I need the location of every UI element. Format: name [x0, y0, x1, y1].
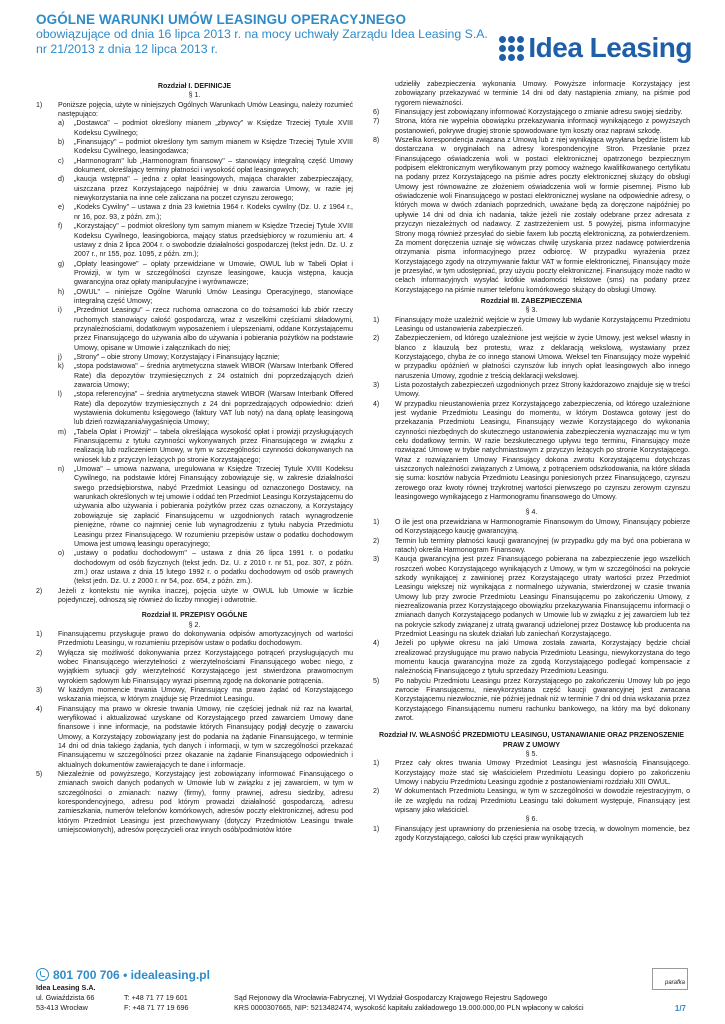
document-subtitle-1: obowiązujące od dnia 16 lipca 2013 r. na mocy uchwały Zarządu Idea Leasing S.A. [36, 27, 488, 41]
initials-box: parafka [652, 968, 688, 990]
clause: 5) Niezależnie od powyższego, Korzystający jest zobowiązany informować Finansującego o zmianach swoich danych podanych w Umowie lub w związku z jej zawarciem, w tym w szczególności o zmianach: nazwy (firmy), formy prawnej, adresu siedziby, adresu korespondencyjnego, adresu pod którym prowadzi działalność gospodarczą, adresu zamieszkania, numerów telefonów komórkowych, adresów poczty elektronicznej, adresu pod którym Przedmiot Leasingu jest przechowywany (dotyczy Przedmiotów Leasingu trwale umiejscowionych), adresów poręczycieli oraz innych osób/podmiotów które [36, 771, 353, 835]
clause: 2) W dokumentach Przedmiotu Leasingu, w tym w szczególności w dowodzie rejestracyjnym, o ile ze względu na rodzaj Przedmiotu Leasingu taki dokument występuje, Finansujący jest wpisany jako właściciel. [373, 788, 690, 815]
subclause: e) „Kodeks Cywilny" – ustawa z dnia 23 kwietnia 1964 r. Kodeks cywilny (Dz. U. z 1964 r., nr 16, poz. 93, z późn. zm.); [58, 204, 353, 221]
clause: 1) Finansującemu przysługuje prawo do dokonywania odpisów amortyzacyjnych od wartości Przedmiotu Leasingu, w rozumieniu przepisów ustaw o podatku dochodowym. [36, 630, 353, 648]
page-number: 1/7 [674, 1004, 686, 1013]
subclause: o) „ustawy o podatku dochodowym" – ustawa z dnia 26 lipca 1991 r. o podatku dochodowym od osób fizycznych (tekst jedn. Dz. U. z 2010 r. nr 51, poz. 307, z późn. zm.) oraz ustawa z dnia 15 lutego 1992 r. o podatku dochodowym od osób prawnych (tekst jedn. Dz. U. z 2000 r. nr 54, poz. 654, z późn. zm.). [58, 550, 353, 586]
content-columns [36, 80, 690, 967]
clause: 5) Po nabyciu Przedmiotu Leasingu przez Korzystającego po zakończeniu Umowy lub po jego zwrocie Finansującemu, niewykorzystana część kaucji gwarancyjnej jest zwracana Korzystającemu niezwłocznie, nie później jednak niż w terminie 7 dni od dnia wskazania przez Korzystającego Finansującemu numeru rachunku bankowego, na który ma być dokonany zwrot. [373, 677, 690, 723]
company-fax: F: +48 71 77 19 696 [124, 1003, 189, 1012]
subclause: j) „Strony" – obie strony Umowy; Korzystający i Finansujący łącznie; [58, 353, 280, 361]
company-details [36, 983, 696, 1013]
clause: 3) Kaucja gwarancyjna jest przez Finansującego pobierana na zabezpieczenie jego wszelkich roszczeń wobec Korzystającego wynikających z Umowy, w tym w szczególności na pokrycie szkody wynikającej z zawinionej przez Korzystającego utraty wartości przez Przedmiot Leasingu większej niż wynikająca z normalnego używania, stwierdzonej w czasie trwania Umowy lub przy zwrocie Przedmiotu Leasingu Finansującemu po zakończeniu Umowy, z niezrealizowania przez Korzystającego obowiązku przekazywania Finansującemu informacji o zmianach danych Korzystającego podanych w Umowie lub w związku z jej zawarciem lub też na pokrycie szkody związanej z utratą gwarancji udzielonej przez Dostawcę lub producenta na Przedmiot Leasingu na skutek działań lub zaniechań Korzystającego. [373, 556, 690, 638]
clause: 4) Jeżeli po upływie okresu na jaki Umowa została zawarta, Korzystający będzie chciał zrealizować przysługujące mu prawo nabycia Przedmiotu Leasingu, niewykorzystana do tego momentu kaucja gwarancyjna może za zgodą Korzystającego podlegać kompensacie z należnością Finansującego z tytułu sprzedaży Przedmiotu Leasingu. [373, 640, 690, 676]
clause: 4) W przypadku nieustanowienia przez Korzystającego zabezpieczenia, od którego uzależnione jest wydanie Przedmiotu Leasingu do momentu, w którym Dostawca gotowy jest do przekazania Przedmiotu Leasingu, Finansujący wezwie Korzystającego do wykonania czynności niezbędnych do skutecznego ustanowienia zabezpieczenia wyznaczając mu w tym celu dodatkowy termin. W razie bezskutecznego upływu tego terminu, Finansujący może rozwiązać Umowę w trybie natychmiastowym z przyczyn leżących po stronie Korzystającego. Wraz z rozwiązaniem Umowy Finansujący dokona zwrotu Korzystającemu dotychczas uiszczonych należności związanych z Umową, z potrąceniem odszkodowania, na które składa się suma: kosztów nabycia Przedmiotu Leasingu poniesionych przez Finansującego, czynszu zerowego oraz kwoty równej trzykrotnej wartości pierwszego po czynszu zerowym czynszu leasingowego wynikającego z Harmonogramu finansowego do Umowy. [373, 400, 690, 502]
paragraph-mark: § 3. [525, 307, 538, 315]
clause: 2) Jeżeli z kontekstu nie wynika inaczej, pojęcia użyte w OWUL lub Umowie w liczbie pojedynczej, odnoszą się również do liczby mnogiej i odwrotnie. [36, 587, 353, 604]
subclause: g) „Opłaty leasingowe" – opłaty przewidziane w Umowie, OWUL lub w Tabeli Opłat i Prowizji, w tym w szczególności czynsze leasingowe, kaucja wstępna, kaucja gwarancyjna oraz opłaty manipulacyjne i wyrównawcze; [58, 260, 353, 287]
paragraph-mark: § 6. [525, 816, 538, 824]
subclause: l) „stopa referencyjna" – średnia arytmetyczna stawek WIBOR (Warsaw Interbank Offered Rate) dla depozytów trzymiesięcznych z 24 dni poprzedzających odpowiednio: dzień wystawienia dokumentu księgowego (faktury VAT lub noty) na daną opłatę leasingową lub dzień rozwiązania/wygaśnięcia Umowy; [58, 391, 353, 427]
chapter-title: Rozdział IV. WŁASNOŚĆ PRZEDMIOTU LEASINGU, USTANAWIANIE ORAZ PRZENOSZENIE PRAW Z UMOWY [379, 732, 684, 749]
clause: 4) Finansujący ma prawo w okresie trwania Umowy, nie częściej jednak niż raz na kwartał, weryfikować i aktualizować uzyskane od Korzystającego przed zawarciem Umowy dane finansowe i inne informacje, na podstawie których Finansujący podjął decyzję o zawarciu Umowy, a Korzystający zobowiązany jest do podania na żądanie Finansującego, w terminie 14 dni od dnia takiego żądania, tych danych i informacji, w tym w szczególności przekazać Finansującemu w szczególności przez okazanie na żądanie Finansującego odpowiednich i aktualnych dokumentów zawierających te dane i informacje. [36, 705, 353, 769]
clause: 1) Poniższe pojęcia, użyte w niniejszych Ogólnych Warunkach Umów Leasingu, należy rozumieć następująco: [36, 101, 353, 119]
chapter-title: Rozdział II. PRZEPISY OGÓLNE [141, 612, 248, 620]
krs-info: KRS 0000307665, NIP: 5213482474, wysokość kapitału zakładowego 19.000.000,00 PLN wpłacony w całości [234, 1003, 584, 1012]
brand-logo [499, 32, 692, 64]
right-column [373, 80, 690, 967]
clause: 3) Lista pozostałych zabezpieczeń uzgodnionych przez Strony każdorazowo znajduje się w treści Umowy. [373, 382, 690, 399]
clause: 6) Finansujący jest zobowiązany informować Korzystającego o zmianie adresu swojej siedziby. [373, 109, 683, 117]
subclause: f) „Korzystający" – podmiot określony tym samym mianem w Księdze Trzeciej Tytule XVIII Kodeksu Cywilnego, leasingobiorca, mający status przedsiębiorcy w rozumieniu art. 4 ustawy z dnia 2 lipca 2004 r. o swobodzie działalności gospodarczej (tekst jedn. Dz. U. z 2007 r., nr 155, poz. 1095, z późn. zm.); [58, 223, 353, 259]
clause: 1) Finansujący jest uprawniony do przeniesienia na osobę trzecią, w dowolnym momencie, bez zgody Korzystającego, całości lub części praw wynikających [373, 825, 690, 843]
subclause: d) „kaucja wstępna" – jedna z opłat leasingowych, mająca charakter zabezpieczający, uiszczana przez Korzystającego najpóźniej w dniu zawarcia Umowy, w razie jej niewykorzystania na inne cele zaliczana na poczet czynszu zerowego; [58, 176, 353, 203]
chapter-title: Rozdział I. DEFINICJE [157, 83, 232, 90]
subclause: h) „OWUL" – niniejsze Ogólne Warunki Umów Leasingu Operacyjnego, stanowiące integralną część Umowy; [58, 288, 353, 305]
document-footer [36, 968, 696, 1020]
document-title: OGÓLNE WARUNKI UMÓW LEASINGU OPERACYJNEGO [36, 12, 407, 27]
clause: 2) Termin lub terminy płatności kaucji gwarancyjnej (w przypadku gdy ma być ona pobierana w ratach) określa Harmonogram Finansowy. [373, 537, 690, 554]
company-name: Idea Leasing S.A. [36, 983, 96, 992]
subclause: i) „Przedmiot Leasingu" – rzecz ruchoma oznaczona co do tożsamości lub zbiór rzeczy ruchomych stanowiący całość gospodarczą, wraz z wszelkimi częściami składowymi, przynależnościami, dodatkowym wyposażeniem i ulepszeniami, oddane Korzystającemu przez Finansującego do używania albo do używania i pobierania pożytków na podstawie Umowy, opisane w Umowie i załącznikach do niej; [58, 307, 353, 352]
left-column [36, 80, 353, 967]
logo-dots-icon [499, 36, 524, 61]
logo-text: Idea Leasing [528, 32, 692, 63]
chapter-title: Rozdział III. ZABEZPIECZENIA [480, 297, 583, 305]
subclause: a) „Dostawca" – podmiot określony mianem „zbywcy" w Księdze Trzeciej Tytule XVIII Kodeksu Cywilnego; [58, 120, 353, 137]
subclause: c) „Harmonogram" lub „Harmonogram finansowy" – stanowiący integralną część Umowy dokument, określający terminy płatności i wysokość opłat leasingowych; [58, 157, 353, 175]
clause: 7) Strona, która nie wypełnia obowiązku przekazywania informacji wynikającego z powyższych postanowień, pokrywe drugiej stronie spowodowane tym koszty oraz naprawi szkodę. [373, 118, 690, 135]
subclause: n) „Umowa" – umowa nazwana, uregulowana w Księdze Trzeciej Tytule XVIII Kodeksu Cywilnego, na podstawie której Finansujący zobowiązuje się, w zakresie działalności swego przedsiębiorstwa, nabyć Przedmiot Leasingu od oznaczonego Dostawcy, na warunkach określonych w tej umowie i oddać ten Przedmiot Leasingu Korzystającemu do używania albo używania i pobierania pożytków przez czas oznaczony, a Korzystający zobowiązuje się zapłacić Finansującemu w uzgodnionych ratach wynagrodzenie pieniężne, równe co najmniej cenie lub wynagrodzeniu z tytułu nabycia Przedmiotu Leasingu przez Finansującego. W rozumieniu przepisów ustaw o podatku dochodowym Umowa jest umową leasingu operacyjnego; [58, 466, 353, 548]
subclause: b) „Finansujący" – podmiot określony tym samym mianem w Księdze Trzeciej Tytule XVIII Kodeksu Cywilnego, leasingodawca; [58, 139, 353, 156]
clause: 1) Finansujący może uzależnić wejście w życie Umowy lub wydanie Korzystającemu Przedmiotu Leasingu od ustanowienia zabezpieczeń. [373, 316, 690, 333]
document-subtitle-2: nr 21/2013 z dnia 12 lipca 2013 r. [36, 42, 218, 56]
clause: 8) Wszelka korespondencja związana z Umową lub z niej wynikająca wysyłana będzie listem lub dostarczana w oryginałach na adresy korespondencyjne Stron. Przesłanie przez Finansującego oświadczenia woli w postaci elektronicznej opatrzonego bezpiecznym podpisem elektronicznym weryfikowanym przy pomocy ważnego kwalifikowanego certyfikatu na podany przez Korzystającego na piśmie adres poczty elektronicznej służący do obsługi Umowy jest równoważne ze złożeniem oświadczenia woli w formie pisemnej. Pismo lub oświadczenie woli Finansującego w postaci elektronicznej wysłane na odpowiednie adresy, o których mowa w dwóch zdaniach poprzednich, uważane będą za doręczone najpóźniej po upływie 14 dni od dnia ich nadania, także jeżeli nie zostały odebrane przez adresata z przyczyn niezależnych od nadawcy. Z zastrzeżeniem ust. 5 powyżej, pisma informacyjne Strony mogą również przesyłać do siebie faxem lub pocztą elektroniczną, za potwierdzeniem. Za moment doręczenia uznaje się wówczas chwilę uzyskania przez nadawcę potwierdzenia otrzymania pisma informacyjnego przez odbiorcę. W przypadku wyrażenia przez Korzystającego zgody na otrzymywanie faktur VAT w formie elektronicznej, Finansujący może je przesyłać, w tym udostępniać, przy użyciu poczty elektronicznej. Finansujący może nadto w celach informacyjnych wysyłać krótkie wiadomości tekstowe (sms) na podany przez Korzystającego na piśmie numer telefonu komórkowego służący do obsługi Umowy. [373, 137, 690, 294]
document-header [36, 12, 696, 70]
company-street: ul. Gwiaździsta 66 [36, 993, 95, 1002]
paragraph-mark: § 5. [525, 751, 538, 759]
company-city: 53-413 Wrocław [36, 1003, 88, 1012]
clause: 2) Zabezpieczeniem, od którego uzależnione jest wejście w życie Umowy, jest weksel własny in blanco z klauzulą bez protestu, wraz z deklaracją wekslową, wystawiany przez Korzystającego, chyba że co innego stanowi Umowa. Weksel ten Finansujący może wypełnić w przypadku opóźnień w płatności czynszów lub innych opłat leasingowych albo innego naruszenia Umowy, zgodnie z treścią deklaracji wekslowej. [373, 335, 690, 380]
subclause: k) „stopa podstawowa" – średnia arytmetyczna stawek WIBOR (Warsaw Interbank Offered Rate) dla depozytów trzymiesięcznych z 24 ostatnich dni poprzedzających dzień zawarcia Umowy; [58, 363, 353, 389]
clause-continued: udzieliły zabezpieczenia wykonania Umowy. Powyższe informacje Korzystający jest zobowiązany przekazywać w terminie 14 dni od daty nastąpienia zmiany, na piśmie pod rygorem nieważności. [395, 81, 690, 107]
company-tel: T: +48 71 77 19 601 [124, 993, 188, 1002]
clause: 1) Przez cały okres trwania Umowy Przedmiot Leasingu jest własnością Finansującego. Korzystający może stać się właścicielem Przedmiotu Leasingu dopiero po zakończeniu Umowy i nabyciu Przedmiotu Leasingu zgodnie z postanowieniami rozdziału XIII OWUL. [373, 760, 690, 787]
clause: 2) Wyłącza się możliwość dokonywania przez Korzystającego potrąceń przysługujących mu wobec Finansującego wierzytelności z wierzytelnościami Finansującego wobec niego, z wyjątkiem sytuacji gdy wierzytelność Korzystającego jest stwierdzona prawomocnym wyrokiem sądowym lub Finansujący wyrazi pisemną zgodę na dokonanie potrącenia. [36, 649, 353, 685]
clause: 1) O ile jest ona przewidziana w Harmonogramie Finansowym do Umowy, Finansujący pobierze od Korzystającego kaucję gwarancyjną. [373, 518, 690, 536]
clause: 3) W każdym momencie trwania Umowy, Finansujący ma prawo żądać od Korzystającego wskazania miejsca, w którym znajduje się Przedmiot Leasingu. [36, 687, 353, 704]
hotline [36, 968, 696, 981]
paragraph-mark: § 4. [525, 509, 538, 517]
court-info: Sąd Rejonowy dla Wrocławia-Fabrycznej, VI Wydział Gospodarczy Krajowego Rejestru Sądowego [234, 993, 548, 1002]
paragraph-mark: § 1. [188, 92, 201, 100]
paragraph-mark: § 2. [188, 621, 201, 629]
hotline-text: 801 700 706 • idealeasing.pl [53, 967, 210, 982]
phone-icon [36, 968, 49, 981]
subclause: m) „Tabela Opłat i Prowizji" – tabela określająca wysokość opłat i prowizji przysługujących Finansującemu z tytułu czynności wykonywanych przez Finansującego w związku z realizacją lub rozliczeniem Umowy, w tym w szczególności czynności dokonywanych na wniosek lub z przyczyn leżących po stronie Korzystającego; [58, 428, 353, 464]
